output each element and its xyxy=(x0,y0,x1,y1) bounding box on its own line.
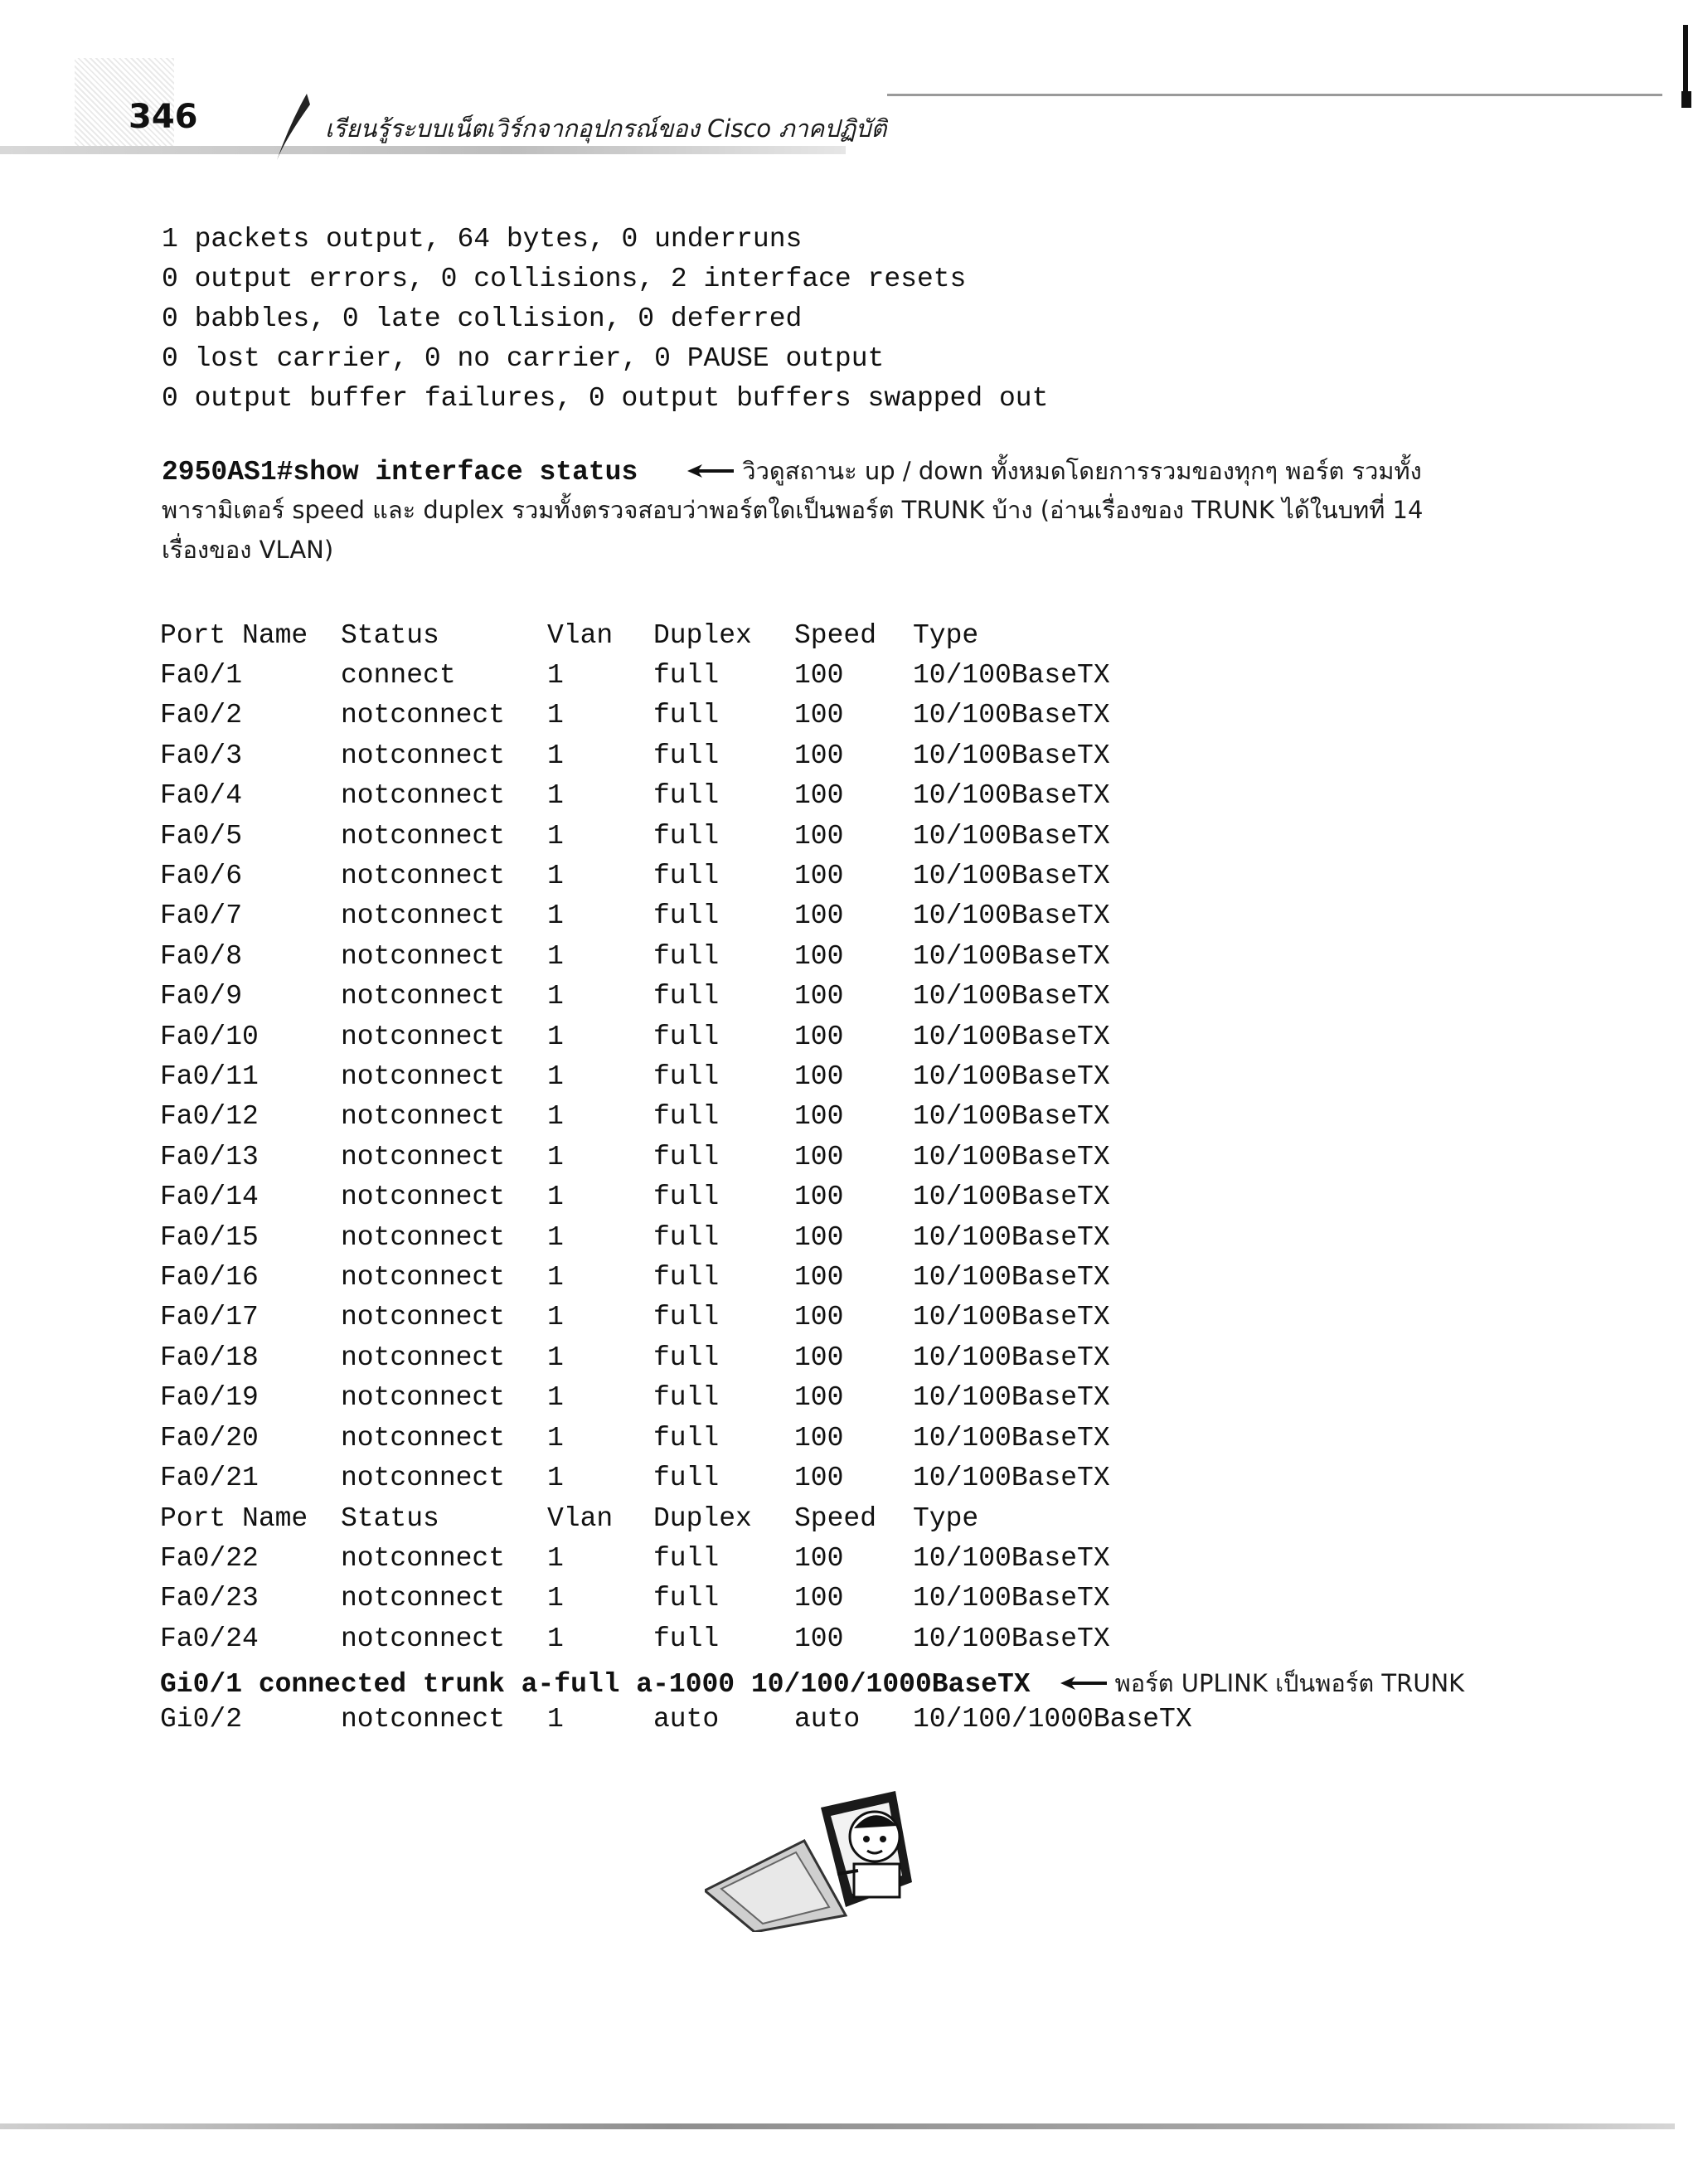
cell-duplex: full xyxy=(653,1022,720,1052)
cell-vlan: 1 xyxy=(547,941,564,972)
cell-port: Fa0/13 xyxy=(160,1142,259,1172)
cell-vlan: 1 xyxy=(547,1623,564,1654)
cell-port: Port Name xyxy=(160,1503,308,1534)
cell-vlan: 1 xyxy=(547,1022,564,1052)
cell-speed: 100 xyxy=(794,1543,844,1574)
cell-duplex: full xyxy=(653,660,720,691)
cell-speed: 100 xyxy=(794,1061,844,1092)
cell-status: notconnect xyxy=(341,780,506,811)
cell-port: Fa0/3 xyxy=(160,740,243,771)
cell-type: 10/100BaseTX xyxy=(913,1061,1110,1092)
cell-vlan: Vlan xyxy=(547,620,614,651)
cell-speed: 100 xyxy=(794,1142,844,1172)
cell-status: notconnect xyxy=(341,700,506,730)
cell-speed: 100 xyxy=(794,1623,844,1654)
cell-port: Fa0/16 xyxy=(160,1262,259,1293)
cell-speed: 100 xyxy=(794,981,844,1012)
cell-vlan: 1 xyxy=(547,1583,564,1614)
cell-vlan: 1 xyxy=(547,1342,564,1373)
cell-status: notconnect xyxy=(341,1423,506,1454)
cell-speed: 100 xyxy=(794,1182,844,1212)
page-edge-mark xyxy=(1683,25,1688,101)
cell-speed: 100 xyxy=(794,700,844,730)
cell-port: Fa0/21 xyxy=(160,1463,259,1493)
header-rule-right xyxy=(887,94,1662,96)
cell-port: Port Name xyxy=(160,620,308,651)
cell-type: 10/100BaseTX xyxy=(913,780,1110,811)
cell-speed: 100 xyxy=(794,1101,844,1132)
cell-type: 10/100BaseTX xyxy=(913,1623,1110,1654)
cell-speed: auto xyxy=(794,1704,861,1735)
cell-speed: 100 xyxy=(794,1342,844,1373)
cell-status: notconnect xyxy=(341,1222,506,1253)
cell-speed: 100 xyxy=(794,1222,844,1253)
cell-type: 10/100BaseTX xyxy=(913,1342,1110,1373)
cell-status: notconnect xyxy=(341,861,506,891)
cell-type: 10/100BaseTX xyxy=(913,1583,1110,1614)
cell-duplex: full xyxy=(653,981,720,1012)
cell-duplex: full xyxy=(653,1302,720,1332)
uplink-note-text: พอร์ต UPLINK เป็นพอร์ต TRUNK xyxy=(1114,1669,1465,1697)
cell-type: 10/100BaseTX xyxy=(913,821,1110,852)
cell-vlan: 1 xyxy=(547,1061,564,1092)
cell-type: 10/100BaseTX xyxy=(913,981,1110,1012)
cell-speed: 100 xyxy=(794,1583,844,1614)
cell-status: notconnect xyxy=(341,1142,506,1172)
cell-vlan: 1 xyxy=(547,700,564,730)
cell-vlan: 1 xyxy=(547,660,564,691)
cell-vlan: 1 xyxy=(547,1142,564,1172)
cell-duplex: Duplex xyxy=(653,1503,752,1534)
cell-speed: 100 xyxy=(794,1022,844,1052)
cell-status: notconnect xyxy=(341,1704,506,1735)
cell-type: 10/100BaseTX xyxy=(913,1543,1110,1574)
cell-vlan: 1 xyxy=(547,740,564,771)
cell-vlan: 1 xyxy=(547,1704,564,1735)
cell-duplex: Duplex xyxy=(653,620,752,651)
header-swoosh-icon xyxy=(274,90,315,164)
cell-status: notconnect xyxy=(341,900,506,931)
cell-duplex: full xyxy=(653,740,720,771)
cell-vlan: 1 xyxy=(547,1382,564,1413)
cell-type: 10/100BaseTX xyxy=(913,1142,1110,1172)
cell-port: Fa0/18 xyxy=(160,1342,259,1373)
cell-speed: 100 xyxy=(794,1382,844,1413)
cell-port: Fa0/7 xyxy=(160,900,243,931)
cell-status: notconnect xyxy=(341,1342,506,1373)
command-note-first: วิวดูสถานะ up / down ทั้งหมดโดยการรวมของทุกๆ พอร์ต รวมทั้ง xyxy=(742,457,1422,485)
cell-status: notconnect xyxy=(341,941,506,972)
cell-speed: 100 xyxy=(794,1302,844,1332)
cell-vlan: Vlan xyxy=(547,1503,614,1534)
left-arrow-icon xyxy=(1060,1675,1107,1691)
cell-type: 10/100BaseTX xyxy=(913,700,1110,730)
cell-type: 10/100BaseTX xyxy=(913,1382,1110,1413)
cell-status: connect xyxy=(341,660,456,691)
cell-speed: 100 xyxy=(794,941,844,972)
cell-duplex: full xyxy=(653,821,720,852)
command-block xyxy=(162,452,1455,570)
cell-port: Fa0/6 xyxy=(160,861,243,891)
cell-status: notconnect xyxy=(341,1463,506,1493)
cell-speed: 100 xyxy=(794,1463,844,1493)
cell-speed: 100 xyxy=(794,1423,844,1454)
cell-status: notconnect xyxy=(341,981,506,1012)
cell-status: notconnect xyxy=(341,1061,506,1092)
cell-speed: 100 xyxy=(794,821,844,852)
cell-port: Fa0/5 xyxy=(160,821,243,852)
cell-type: 10/100BaseTX xyxy=(913,1423,1110,1454)
cell-vlan: 1 xyxy=(547,821,564,852)
cell-type: 10/100BaseTX xyxy=(913,941,1110,972)
cell-vlan: 1 xyxy=(547,1222,564,1253)
cell-type: Type xyxy=(913,620,979,651)
cell-vlan: 1 xyxy=(547,981,564,1012)
cell-port: Fa0/10 xyxy=(160,1022,259,1052)
cell-vlan: 1 xyxy=(547,1302,564,1332)
cell-status: notconnect xyxy=(341,1101,506,1132)
cell-vlan: 1 xyxy=(547,1543,564,1574)
cell-port: Fa0/23 xyxy=(160,1583,259,1614)
cell-vlan: 1 xyxy=(547,1101,564,1132)
cell-vlan: 1 xyxy=(547,780,564,811)
cell-vlan: 1 xyxy=(547,1423,564,1454)
uplink-row-text: Gi0/1 connected trunk a-full a-1000 10/100/1000BaseTX xyxy=(160,1669,1031,1700)
cell-port: Fa0/24 xyxy=(160,1623,259,1654)
cell-status: notconnect xyxy=(341,1022,506,1052)
cell-type: 10/100BaseTX xyxy=(913,1302,1110,1332)
command-note-rest: พารามิเตอร์ speed และ duplex รวมทั้งตรวจสอบว่าพอร์ตใดเป็นพอร์ต TRUNK บ้าง (อ่านเรื่องของ TRUNK ได้ในบทที่ 14 เรื่องของ VLAN) xyxy=(162,496,1424,564)
cell-status: notconnect xyxy=(341,821,506,852)
cell-duplex: full xyxy=(653,1222,720,1253)
cell-duplex: full xyxy=(653,1342,720,1373)
cell-status: notconnect xyxy=(341,1302,506,1332)
cell-type: 10/100BaseTX xyxy=(913,1222,1110,1253)
output-line: 1 packets output, 64 bytes, 0 underruns xyxy=(162,224,803,255)
cell-duplex: full xyxy=(653,700,720,730)
cell-type: Type xyxy=(913,1503,979,1534)
cell-port: Fa0/19 xyxy=(160,1382,259,1413)
uplink-note xyxy=(1060,1664,1465,1702)
cell-port: Gi0/2 xyxy=(160,1704,243,1735)
cell-status: notconnect xyxy=(341,1262,506,1293)
command-note xyxy=(687,452,1421,490)
cell-speed: Speed xyxy=(794,620,877,651)
cell-port: Fa0/15 xyxy=(160,1222,259,1253)
cell-duplex: full xyxy=(653,1101,720,1132)
left-arrow-icon xyxy=(687,463,734,479)
cell-duplex: full xyxy=(653,1061,720,1092)
cell-status: notconnect xyxy=(341,1623,506,1654)
cell-port: Fa0/4 xyxy=(160,780,243,811)
cell-status: notconnect xyxy=(341,1382,506,1413)
output-line: 0 babbles, 0 late collision, 0 deferred xyxy=(162,303,803,334)
page-number: 346 xyxy=(129,98,198,136)
cell-speed: 100 xyxy=(794,660,844,691)
cell-duplex: full xyxy=(653,1463,720,1493)
cell-port: Fa0/1 xyxy=(160,660,243,691)
cell-status: notconnect xyxy=(341,1583,506,1614)
cell-port: Fa0/2 xyxy=(160,700,243,730)
cell-port: Fa0/8 xyxy=(160,941,243,972)
cell-duplex: full xyxy=(653,780,720,811)
cell-duplex: full xyxy=(653,1423,720,1454)
cell-type: 10/100BaseTX xyxy=(913,1463,1110,1493)
cell-port: Fa0/11 xyxy=(160,1061,259,1092)
cell-vlan: 1 xyxy=(547,861,564,891)
cell-port: Fa0/22 xyxy=(160,1543,259,1574)
footer-rule xyxy=(0,2123,1675,2129)
cell-type: 10/100BaseTX xyxy=(913,1262,1110,1293)
output-line: 0 output errors, 0 collisions, 2 interface resets xyxy=(162,264,967,294)
cell-vlan: 1 xyxy=(547,1182,564,1212)
command-text: 2950AS1#show interface status xyxy=(162,457,638,488)
cell-speed: 100 xyxy=(794,900,844,931)
cell-vlan: 1 xyxy=(547,1463,564,1493)
cell-speed: 100 xyxy=(794,861,844,891)
running-title: เรียนรู้ระบบเน็ตเวิร์กจากอุปกรณ์ของ Cisco ภาคปฏิบัติ xyxy=(325,114,887,143)
cell-duplex: full xyxy=(653,1262,720,1293)
cell-status: Status xyxy=(341,1503,439,1534)
cell-type: 10/100BaseTX xyxy=(913,861,1110,891)
cell-speed: Speed xyxy=(794,1503,877,1534)
cell-speed: 100 xyxy=(794,780,844,811)
cell-duplex: full xyxy=(653,1583,720,1614)
cell-type: 10/100BaseTX xyxy=(913,740,1110,771)
cell-port: Fa0/9 xyxy=(160,981,243,1012)
cell-type: 10/100BaseTX xyxy=(913,1182,1110,1212)
cell-type: 10/100BaseTX xyxy=(913,900,1110,931)
cell-speed: 100 xyxy=(794,1262,844,1293)
cell-duplex: full xyxy=(653,1142,720,1172)
cell-type: 10/100BaseTX xyxy=(913,1022,1110,1052)
cell-port: Fa0/12 xyxy=(160,1101,259,1132)
cell-duplex: full xyxy=(653,1623,720,1654)
cell-type: 10/100BaseTX xyxy=(913,1101,1110,1132)
cell-speed: 100 xyxy=(794,740,844,771)
output-line: 0 lost carrier, 0 no carrier, 0 PAUSE output xyxy=(162,343,885,374)
cell-duplex: full xyxy=(653,861,720,891)
cell-status: notconnect xyxy=(341,1182,506,1212)
cell-status: notconnect xyxy=(341,1543,506,1574)
person-at-computer-icon xyxy=(705,1791,929,1932)
cell-status: Status xyxy=(341,620,439,651)
cell-duplex: full xyxy=(653,1382,720,1413)
cell-duplex: full xyxy=(653,1182,720,1212)
cell-port: Fa0/17 xyxy=(160,1302,259,1332)
cell-status: notconnect xyxy=(341,740,506,771)
cell-port: Fa0/14 xyxy=(160,1182,259,1212)
cell-duplex: auto xyxy=(653,1704,720,1735)
uplink-row xyxy=(160,1664,1464,1702)
cell-type: 10/100BaseTX xyxy=(913,660,1110,691)
cell-vlan: 1 xyxy=(547,1262,564,1293)
cell-duplex: full xyxy=(653,941,720,972)
cell-type: 10/100/1000BaseTX xyxy=(913,1704,1192,1735)
cell-duplex: full xyxy=(653,900,720,931)
cell-duplex: full xyxy=(653,1543,720,1574)
cell-vlan: 1 xyxy=(547,900,564,931)
cell-port: Fa0/20 xyxy=(160,1423,259,1454)
output-line: 0 output buffer failures, 0 output buffers swapped out xyxy=(162,383,1049,414)
